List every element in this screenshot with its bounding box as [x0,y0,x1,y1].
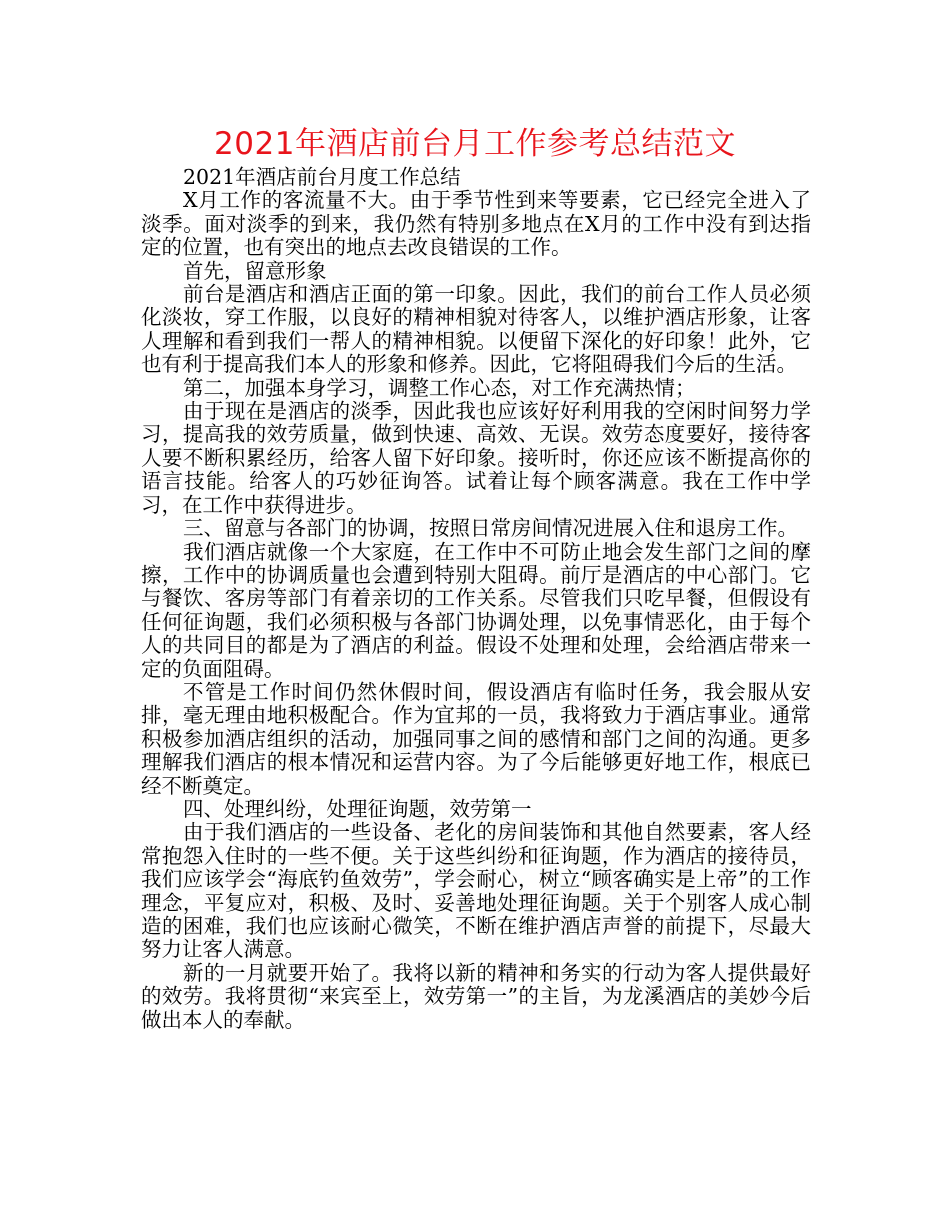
document-title: 2021年酒店前台月工作参考总结范文 [214,126,736,162]
paragraph-subtitle: 2021年酒店前台月度工作总结 [183,165,461,189]
heading-second: 第二，加强本身学习，调整工作心态，对工作充满热情； [183,375,696,400]
paragraph-learning: 由于现在是酒店的淡季，因此我也应该好好利用我的空闲时间努力学习，提高我的效劳质量，做到快速、高效、无误。效劳态度要好，接待客人要不断积累经历，给客人留下好印象。接听时，你还应该不断提高你的语言技能。给客人的巧妙征询答。试着让每个顾客满意。我在工作中学习，在工作中获得进步。 [141,399,811,517]
heading-third: 三、留意与各部门的协调，按照日常房间情况进展入住和退房工作。 [183,516,798,541]
paragraph-intro: X月工作的客流量不大。由于季节性到来等要素，它已经完全进入了淡季。面对淡季的到来，我仍然有特别多地点在X月的工作中没有到达指定的位置，也有突出的地点去改良错误的工作。 [141,188,811,260]
document-body [141,166,811,1032]
heading-fourth: 四、处理纠纷，处理征询题，效劳第一 [183,796,532,821]
heading-first: 首先，留意形象 [183,258,327,283]
paragraph-closing: 新的一月就要开始了。我将以新的精神和务实的行动为客人提供最好的效劳。我将贯彻“来宾至上，效劳第一”的主旨，为龙溪酒店的美妙今后做出本人的奉献。 [141,960,811,1032]
paragraph-disputes: 由于我们酒店的一些设备、老化的房间装饰和其他自然要素，客人经常抱怨入住时的一些不便。关于这些纠纷和征询题，作为酒店的接待员，我们应该学会“海底钓鱼效劳”，学会耐心，树立“顾客确实是上帝”的工作理念，平复应对，积极、及时、妥善地处理征询题。关于个别客人成心制造的困难，我们也应该耐心微笑，不断在维护酒店声誉的前提下，尽最大努力让客人满意。 [141,820,811,962]
paragraph-cooperation: 不管是工作时间仍然休假时间，假设酒店有临时任务，我会服从安排，毫无理由地积极配合。作为宜邦的一员，我将致力于酒店事业。通常积极参加酒店组织的活动，加强同事之间的感情和部门之间的沟通。更多理解我们酒店的根本情况和运营内容。为了今后能够更好地工作，根底已经不断奠定。 [141,679,811,798]
paragraph-image: 前台是酒店和酒店正面的第一印象。因此，我们的前台工作人员必须化淡妆，穿工作服，以良好的精神相貌对待客人，以维护酒店形象，让客人理解和看到我们一帮人的精神相貌。以便留下深化的好印象！此外，它也有利于提高我们本人的形象和修养。因此，它将阻碍我们今后的生活。 [141,282,811,377]
paragraph-coordination: 我们酒店就像一个大家庭，在工作中不可防止地会发生部门之间的摩擦，工作中的协调质量也会遭到特别大阻碍。前厅是酒店的中心部门。它与餐饮、客房等部门有着亲切的工作关系。尽管我们只吃早餐，但假设有任何征询题，我们必须积极与各部门协调处理，以免事情恶化，由于每个人的共同目的都是为了酒店的利益。假设不处理和处理，会给酒店带来一定的负面阻碍。 [141,539,811,681]
